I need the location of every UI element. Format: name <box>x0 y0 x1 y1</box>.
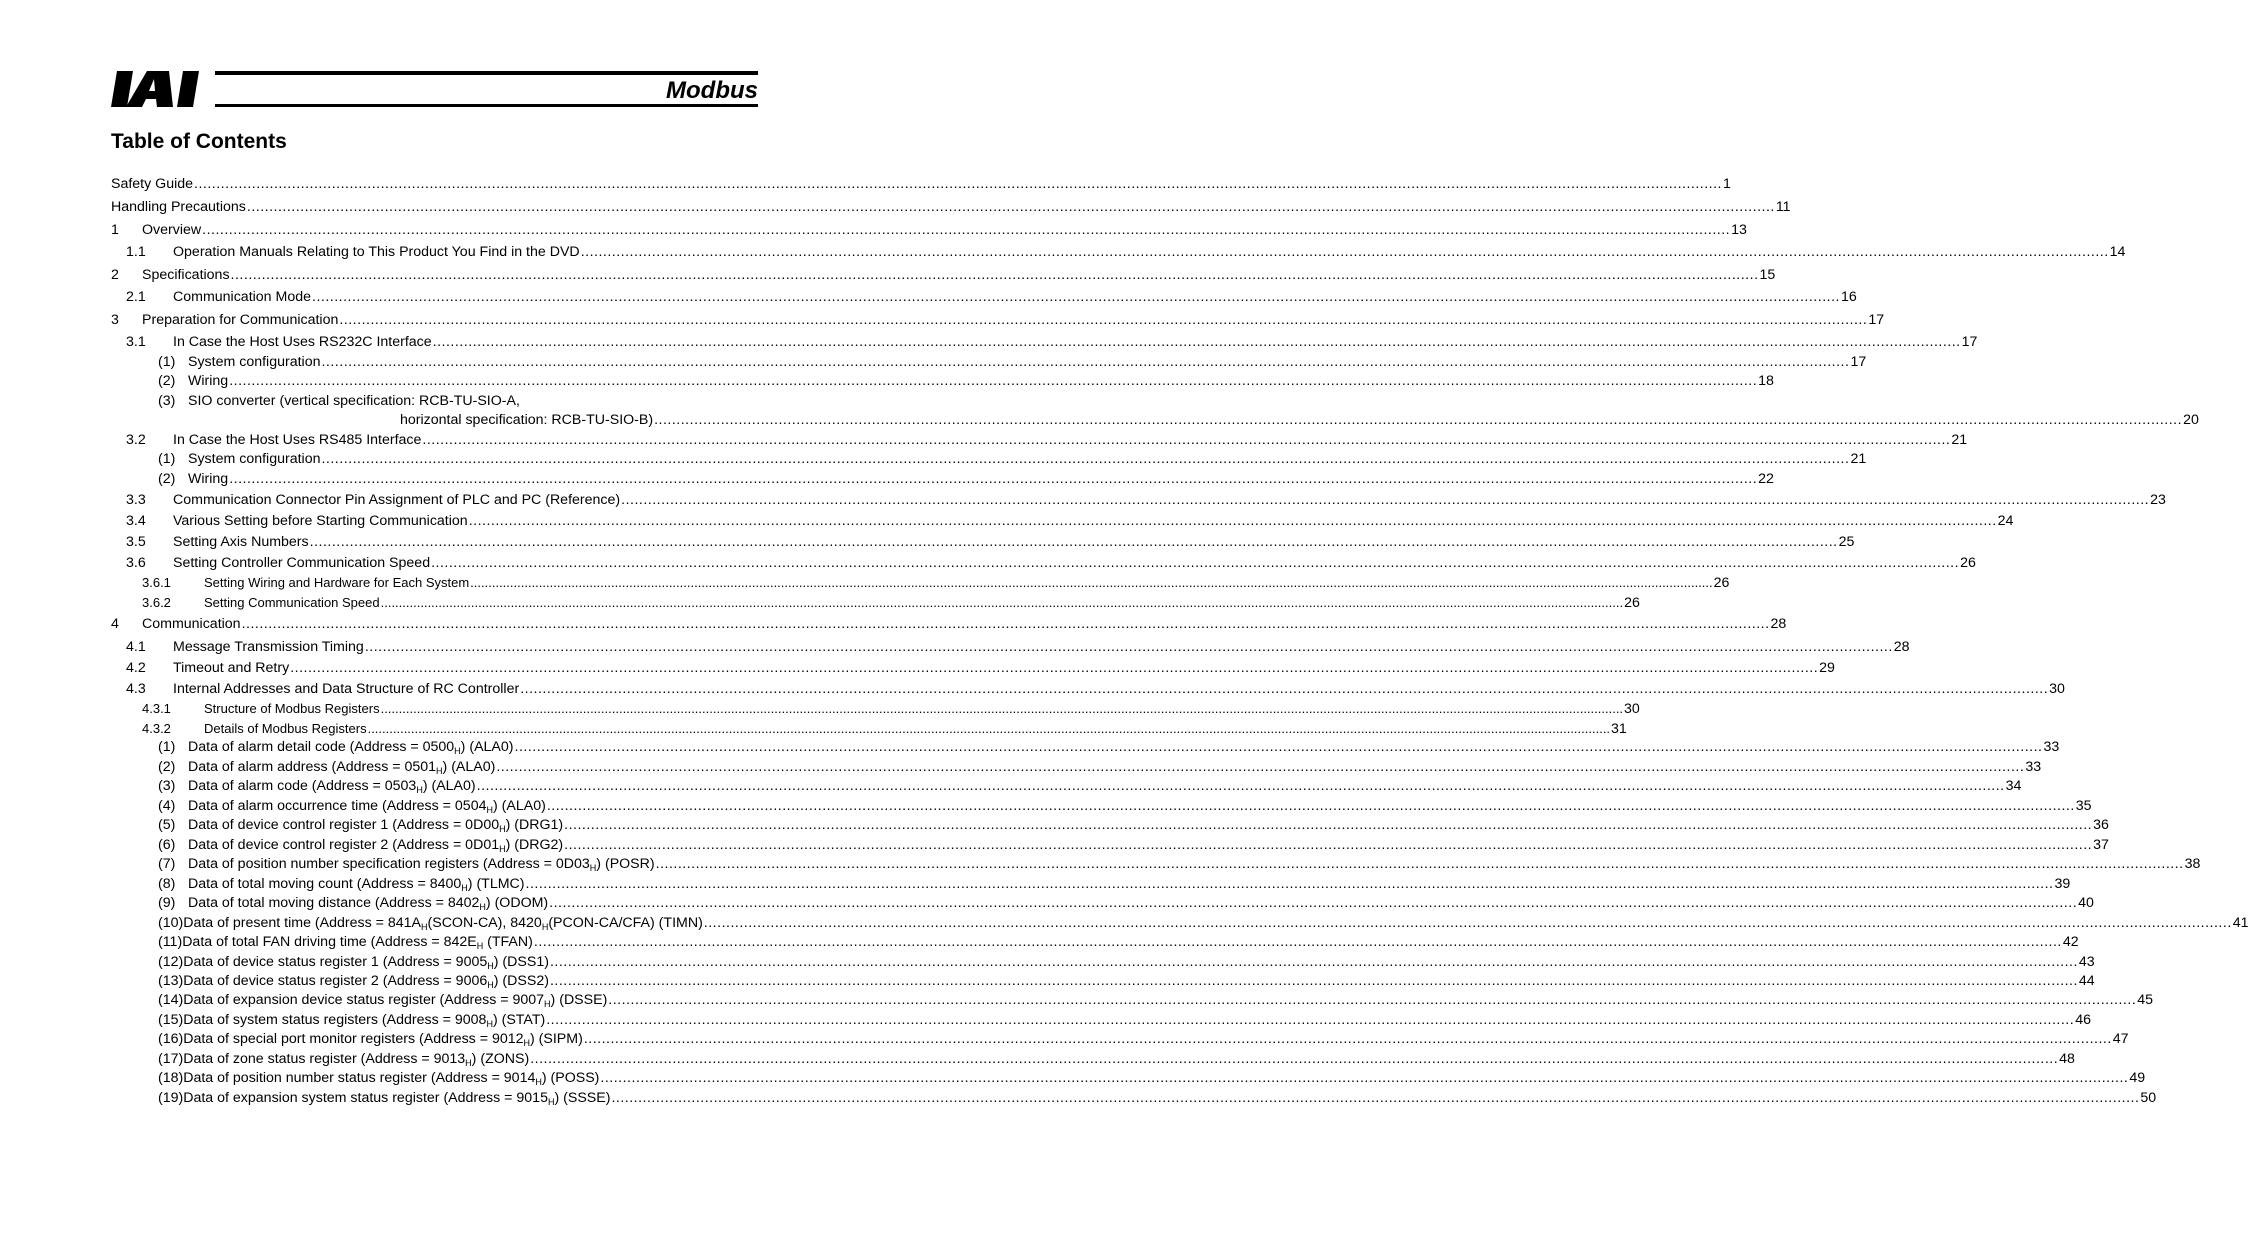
toc-entry[interactable]: (18) Data of position number status register (Address = $9014_H$) (POSS) ..... 49 <box>158 1069 842 1088</box>
header-rule-top <box>215 71 758 75</box>
toc-entry[interactable]: 3.1 In Case the Host Uses RS232C Interface ..... 17 <box>126 333 842 352</box>
toc-entry[interactable]: (9) Data of total moving distance (Address = $8402_H$) (ODOM) ..... 40 <box>158 894 842 913</box>
toc-entry[interactable]: (14) Data of expansion device status register (Address = $9007_H$) (DSSE) ..... 45 <box>158 991 842 1010</box>
toc-entry[interactable]: 4 Communication ..... 28 <box>111 615 842 634</box>
toc-entry[interactable]: (7) Data of position number specification registers (Address = $0D03_H$) (POSR) ..... 38 <box>158 855 842 874</box>
toc-entry[interactable]: Handling Precautions ..... 11 <box>111 198 842 217</box>
toc-entry[interactable]: Safety Guide ..... 1 <box>111 175 842 194</box>
toc-entry[interactable]: (1) System configuration ..... 17 <box>158 353 842 372</box>
toc-entry[interactable]: 4.3.2 Details of Modbus Registers ..... 31 <box>142 719 842 738</box>
doc-title: Modbus <box>666 77 758 104</box>
toc-entry[interactable]: (1) System configuration ..... 21 <box>158 450 842 469</box>
toc-entry[interactable]: (12) Data of device status register 1 (Address = $9005_H$) (DSS1) ..... 43 <box>158 953 842 972</box>
toc-entry[interactable]: (2) Data of alarm address (Address = $0501_H$) (ALA0) ..... 33 <box>158 758 842 777</box>
toc-entry-continuation[interactable]: horizontal specification: RCB-TU-SIO-B) ..... 20 <box>400 411 842 430</box>
toc-entry[interactable]: 4.2 Timeout and Retry ..... 29 <box>126 659 842 678</box>
toc-entry[interactable]: 2.1 Communication Mode ..... 16 <box>126 288 842 307</box>
toc-entry[interactable]: (1) Data of alarm detail code (Address = $0500_H$) (ALA0) ..... 33 <box>158 738 842 757</box>
header-rule-bottom <box>215 104 758 107</box>
toc-entry[interactable]: (6) Data of device control register 2 (Address = $0D01_H$) (DRG2) ..... 37 <box>158 836 842 855</box>
page-title: Table of Contents <box>111 130 287 153</box>
toc-entry[interactable]: 3.3 Communication Connector Pin Assignment of PLC and PC (Reference) ..... 23 <box>126 491 842 510</box>
toc-entry[interactable]: (11) Data of total FAN driving time (Address = $842E_H$ (TFAN) ..... 42 <box>158 933 842 952</box>
toc-entry[interactable]: 3.6 Setting Controller Communication Speed ..... 26 <box>126 554 842 573</box>
toc-entry[interactable]: 1.1 Operation Manuals Relating to This Product You Find in the DVD ..... 14 <box>126 243 842 262</box>
toc-entry[interactable]: (19) Data of expansion system status register (Address = $9015_H$) (SSSE) ..... 50 <box>158 1089 842 1108</box>
toc-entry[interactable]: (8) Data of total moving count (Address = $8400_H$) (TLMC) ..... 39 <box>158 875 842 894</box>
toc-entry[interactable]: 4.3.1 Structure of Modbus Registers ..... 30 <box>142 699 842 718</box>
toc-entry[interactable]: 3.2 In Case the Host Uses RS485 Interface ..... 21 <box>126 431 842 450</box>
toc-entry[interactable]: (15) Data of system status registers (Address = $9008_H$) (STAT) ..... 46 <box>158 1011 842 1030</box>
toc-entry[interactable]: 2 Specifications ..... 15 <box>111 266 842 285</box>
toc-entry[interactable]: (3) Data of alarm code (Address = $0503_H$) (ALA0) ..... 34 <box>158 777 842 796</box>
toc-entry[interactable]: 3 Preparation for Communication ..... 17 <box>111 311 842 330</box>
toc-entry[interactable]: (3) SIO converter (vertical specification: RCB-TU-SIO-A, <box>158 393 520 409</box>
toc-entry[interactable]: 4.1 Message Transmission Timing ..... 28 <box>126 638 842 657</box>
toc-entry[interactable]: 3.4 Various Setting before Starting Communication ..... 24 <box>126 512 842 531</box>
toc-entry[interactable]: (2) Wiring ..... 18 <box>158 372 842 391</box>
toc-entry[interactable]: 4.3 Internal Addresses and Data Structure of RC Controller ..... 30 <box>126 680 842 699</box>
toc-entry[interactable]: 3.6.1 Setting Wiring and Hardware for Each System ..... 26 <box>142 573 842 592</box>
toc-entry[interactable]: (13) Data of device status register 2 (Address = $9006_H$) (DSS2) ..... 44 <box>158 972 842 991</box>
toc-entry[interactable]: (16) Data of special port monitor registers (Address = $9012_H$) (SIPM) ..... 47 <box>158 1030 842 1049</box>
toc-entry[interactable]: 1 Overview ..... 13 <box>111 221 842 240</box>
iai-logo <box>111 71 211 107</box>
toc-entry[interactable]: (17) Data of zone status register (Address = $9013_H$) (ZONS) ..... 48 <box>158 1050 842 1069</box>
toc-entry[interactable]: (10) Data of present time (Address = $841A_H(SCON-CA)$, $8420_H(PCON-CA/CFA)$ (TIMN) ..... 41 <box>158 914 842 933</box>
toc-entry[interactable]: (5) Data of device control register 1 (Address = $0D00_H$) (DRG1) ..... 36 <box>158 816 842 835</box>
toc-entry[interactable]: 3.5 Setting Axis Numbers ..... 25 <box>126 533 842 552</box>
toc-entry[interactable]: (2) Wiring ..... 22 <box>158 470 842 489</box>
toc-entry[interactable]: 3.6.2 Setting Communication Speed ..... 26 <box>142 593 842 612</box>
toc-entry[interactable]: (4) Data of alarm occurrence time (Address = $0504_H$) (ALA0) ..... 35 <box>158 797 842 816</box>
